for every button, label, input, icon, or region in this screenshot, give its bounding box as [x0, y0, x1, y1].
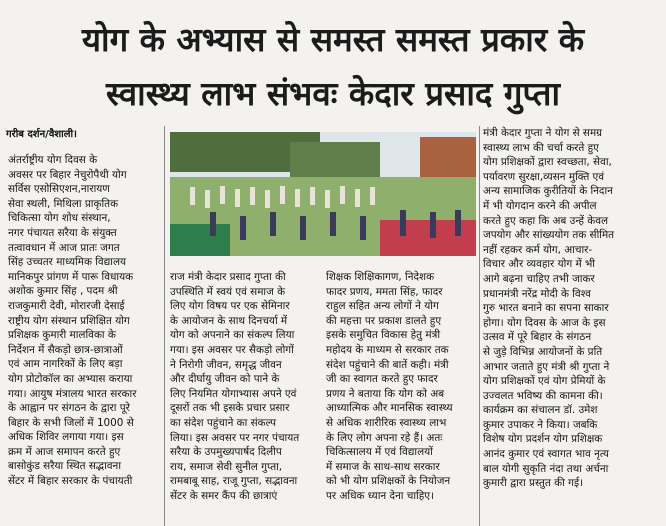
- column-4-text: मंत्री केदार गुप्ता ने योग से समग्र स्वास्थ्य लाभ की चर्चा करते हुए योग प्रशिक्षकों द्वारा स्वच्छता, सेवा, पर्यावरण सुरक्षा,व्यसन मुक्ति एवं अन्य सामाजिक कुरीतियों के निदान में भी योगदान करने की अपील करते हुए कहा कि अब उन्हें केवल जपयोग और सांख्ययोग तक सीमित नहीं रहकर कर्म योग, आचार- विचार और व्यवहार योग में भी आगे बढ़ना चाहिए तभी जाकर प्रधानमंत्री नरेंद्र मोदी के विश्व गुरु भारत बनाने का सपना साकार होगा। योग दिवस के आज के इस उत्सव में पूरे बिहार के संगठन से जुड़े विभिन्न आयोजनों के प्रति आभार जताते हुए मंत्री श्री गुप्ता ने योग प्रशिक्षकों एवं योग प्रेमियों के उज्वलत भविष्य की कामना की। कार्यक्रम का संचालन डॉ. उमेश कुमार उपाकर ने किया। जबकि विशेष योग प्रदर्शन योग प्रशिक्षक आनंद कुमार एवं स्वागत भाव नृत्य बाल योगी सुकृति नंदा तथा अर्चना कुमारी द्वारा प्रस्तुत की गई।: [483, 127, 615, 490]
- column-2-text: राज मंत्री केदार प्रसाद गुप्ता की उपस्थिति में स्वयं एवं समाज के लिए योग विषय पर एक सेमिनार के आयोजन के साथ दिनचर्या में योग को अपनाने का संकल्प लिया गया। इस अवसर पर सैकड़ो लोगों ने निरोगी जीवन, समृद्ध जीवन और दीर्घायु जीवन को पाने के लिए नियमित योगाभ्यास अपने एवं दूसरों तक भी इसके प्रचार प्रसार का संदेश पहुंचाने का संकल्प लिया। इस अवसर पर नगर पंचायत सरैया के उपमुख्यपार्षद दिलीप राय, समाज सेवी सुनील गुप्ता, रामबाबू साह, राजू गुप्ता, सद्भावना सेंटर के समर कैंप की छात्राएं: [170, 271, 300, 502]
- article-column-3: [326, 270, 476, 504]
- article-column-4: [483, 126, 659, 491]
- column-1-text: अंतर्राष्ट्रीय योग दिवस के अवसर पर बिहार नेचुरोपैथी योग सर्विस एसोसिएशन,नारायण सेवा स्थली, मिथिला प्राकृतिक चिकित्सा योग शोध संस्थान, नगर पंचायत सरैया के संयुक्त तत्वावधान में आज प्रातः जगत सिंह उच्चतर माध्यमिक विद्यालय मानिकपुर प्रांगण में पारू विधायक अशोक कुमार सिंह , पदम श्री राजकुमारी देवी, मोरारजी देसाई राष्ट्रीय योग संस्थान प्रशिक्षित योग प्रशिक्षक कुमारी मालविका के निर्देशन में सैकड़ो छात्र-छात्राओं एवं आम नागरिकों के लिए बड़ा योग प्रोटोकॉल का अभ्यास कराया गया। आयुष मंत्रालय भारत सरकार के आह्वान पर संगठन के द्वारा पूरे बिहार के सभी जिलों में 1000 से अधिक शिविर लगाया गया। इस क्रम में आज समापन करते हुए बासोकुंड सरैया स्थित सद्भावना सेंटर में बिहार सरकार के पंचायती: [8, 154, 137, 488]
- article-column-1: [8, 153, 160, 489]
- yoga-group-photo: [170, 132, 476, 256]
- byline: गरीब दर्शन/वैशाली।: [6, 129, 77, 140]
- photo-illustration: [170, 132, 476, 256]
- article-column-2: [170, 270, 318, 504]
- headline-line-2: स्वास्थ्य लाभ संभवः केदार प्रसाद गुप्ता: [105, 74, 561, 113]
- column-divider: [164, 126, 165, 526]
- column-3-text: शिक्षक शिक्षिकागण, निदेशक फादर प्रणय, ममता सिंह, फादर राहुल सहित अन्य लोगों ने योग की महत्ता पर प्रकाश डालते हुए इसके समुचित विकास हेतु मंत्री महोदय के माध्यम से सरकार तक संदेश पहुंचाने की बातें कही। मंत्री जी का स्वागत करते हुए फादर प्रणय ने बताया कि योग को अब आध्यात्मिक और मानसिक स्वास्थ्य से अधिक शारीरिक स्वास्थ्य लाभ के लिए लोग अपना रहे हैं। अतः चिकित्सालय में एवं विद्यालयों में समाज के साथ-साथ सरकार को भी योग प्रशिक्षकों के नियोजन पर अधिक ध्यान देना चाहिए।: [326, 271, 453, 502]
- column-divider: [479, 126, 480, 526]
- headline-line-1: योग के अभ्यास से समस्त समस्त प्रकार के: [81, 20, 585, 59]
